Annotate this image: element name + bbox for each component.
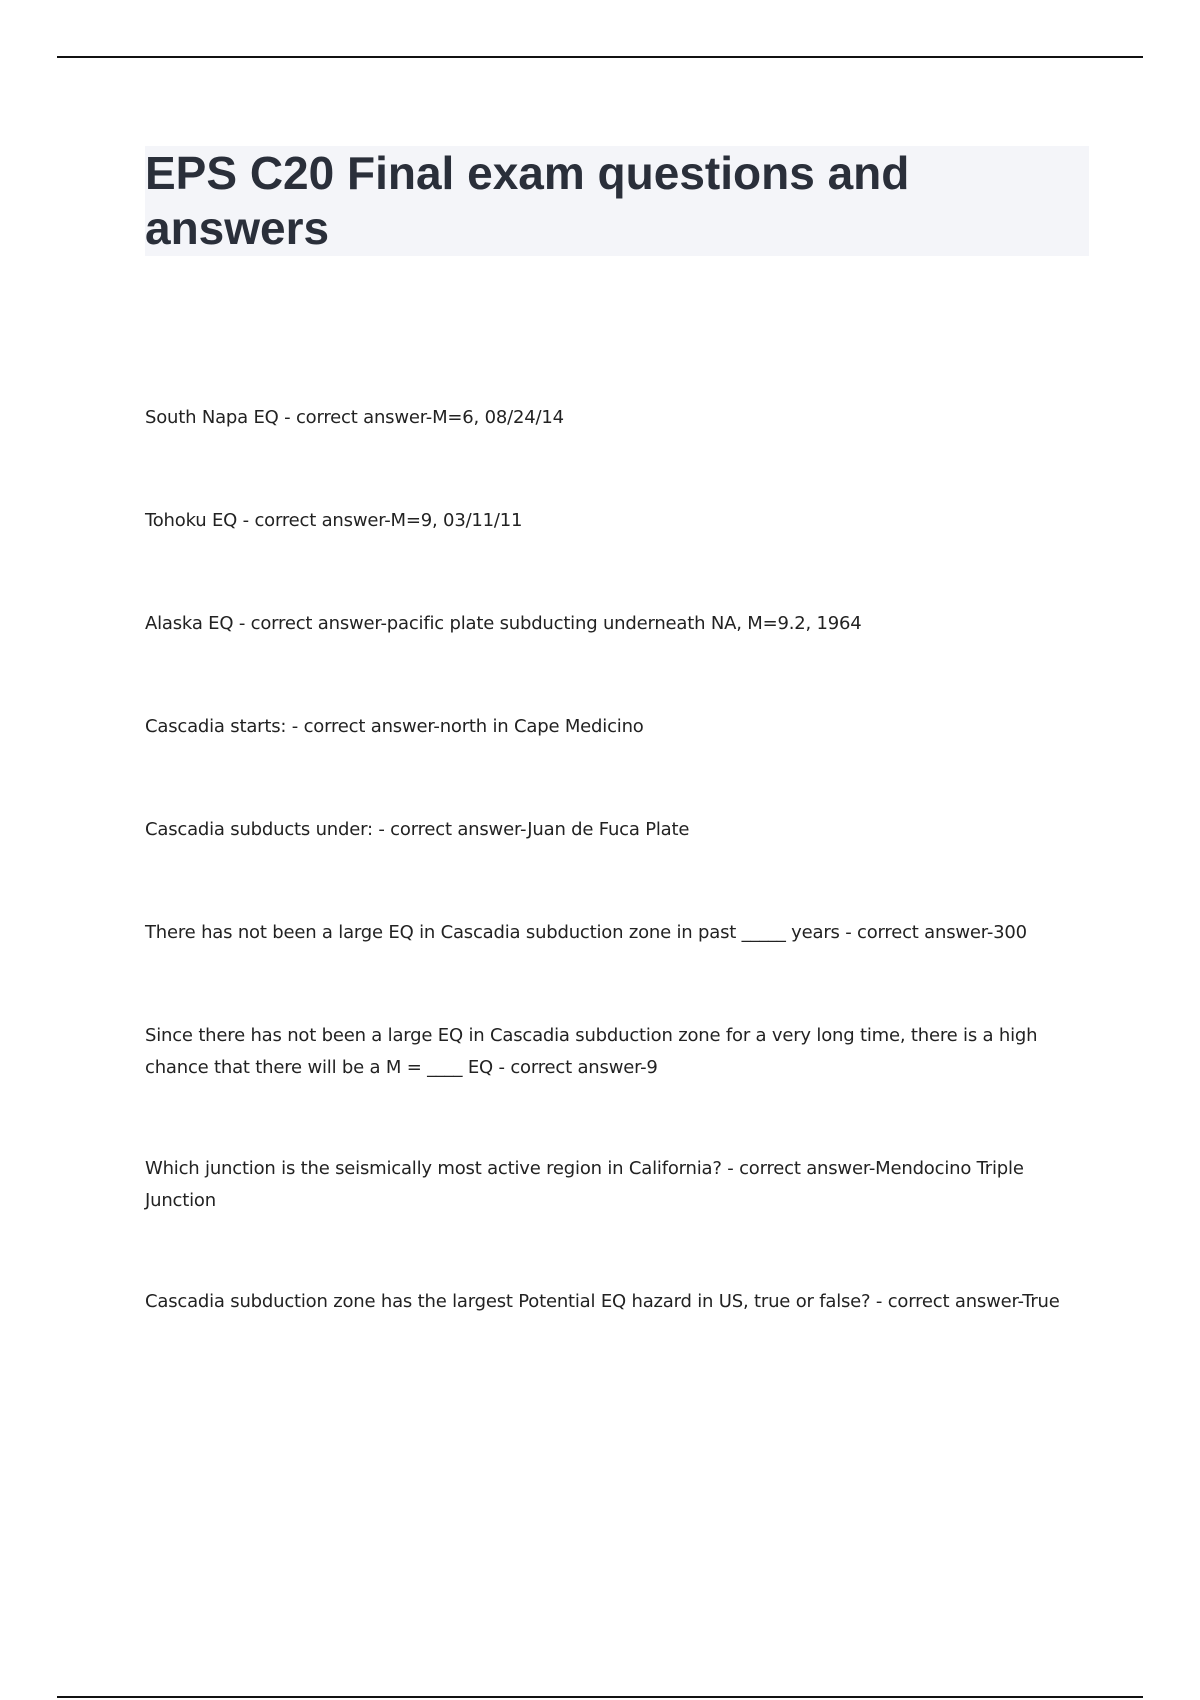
qa-item: Alaska EQ - correct answer-pacific plate subducting underneath NA, M=9.2, 1964	[145, 613, 862, 634]
top-divider	[57, 56, 1143, 58]
qa-item: Cascadia subduction zone has the largest Potential EQ hazard in US, true or false? - correct answer-True	[145, 1291, 1060, 1312]
qa-list	[145, 402, 1090, 1318]
qa-item: Cascadia starts: - correct answer-north in Cape Medicino	[145, 716, 644, 737]
bottom-divider	[57, 1696, 1143, 1698]
qa-item: South Napa EQ - correct answer-M=6, 08/24/14	[145, 407, 564, 428]
document-title: EPS C20 Final exam questions and answers	[145, 147, 910, 254]
qa-item: Which junction is the seismically most active region in California? - correct answer-Mendocino Triple Junction	[145, 1158, 1024, 1211]
qa-item: Tohoku EQ - correct answer-M=9, 03/11/11	[145, 510, 523, 531]
title-banner	[145, 146, 1089, 256]
qa-item: There has not been a large EQ in Cascadia subduction zone in past _____ years - correct answer-300	[145, 922, 1027, 943]
qa-item: Cascadia subducts under: - correct answer-Juan de Fuca Plate	[145, 819, 690, 840]
qa-item: Since there has not been a large EQ in Cascadia subduction zone for a very long time, there is a high chance that there will be a M = ____ EQ - correct answer-9	[145, 1025, 1038, 1078]
